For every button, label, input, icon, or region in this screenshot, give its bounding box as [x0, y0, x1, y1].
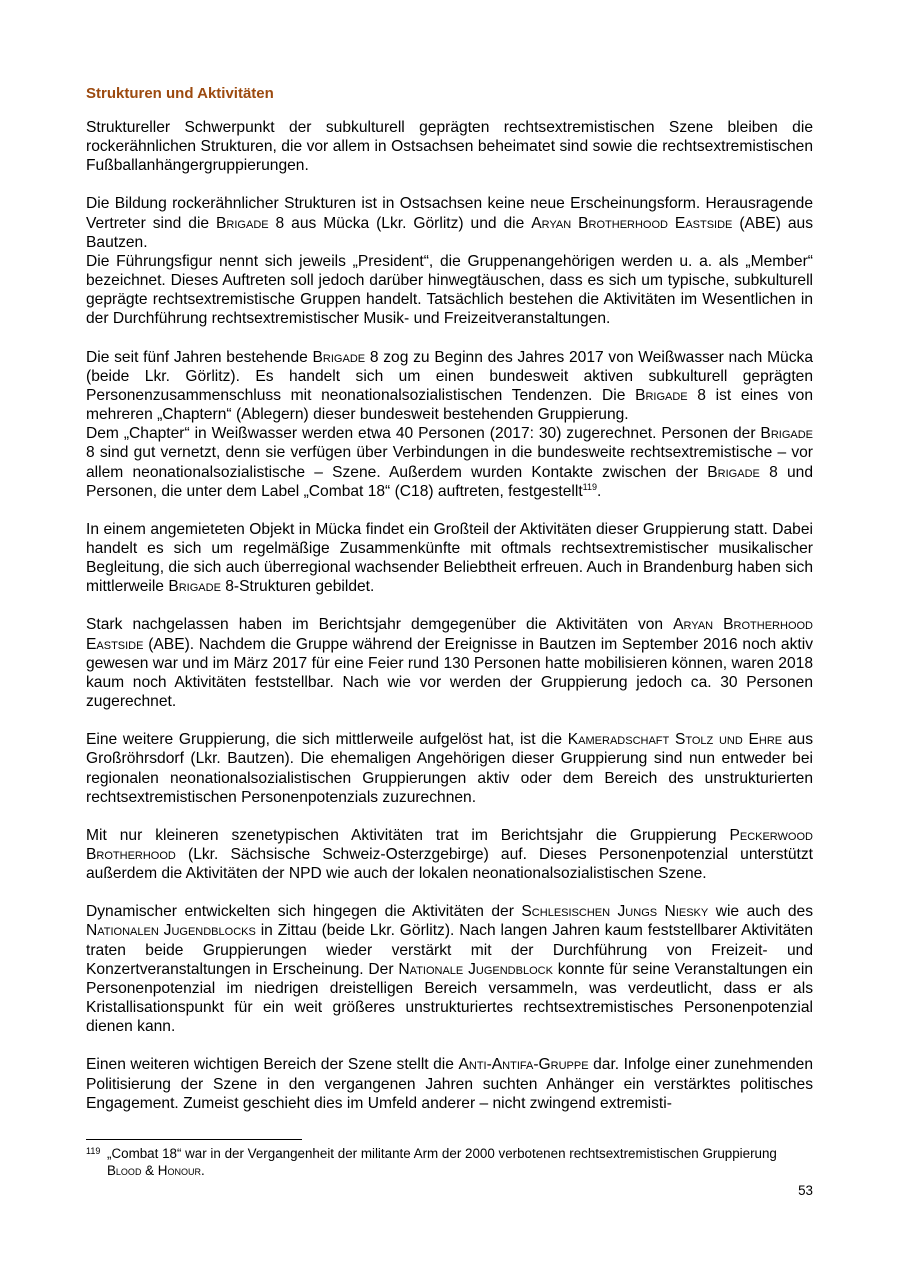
group-name-abe: Aryan Brotherhood Eastside [86, 616, 813, 653]
group-name-kameradschaft: Kameradschaft Stolz und Ehre [567, 731, 783, 749]
footnote-reference[interactable]: 119 [582, 481, 598, 492]
footnote-separator [86, 1139, 302, 1140]
paragraph-10: Dynamischer entwickelten sich hingegen die Aktivitäten der Schlesischen Jungs Niesky wie auch des Nationalen Jugendblocks in Zittau (beide Lkr. Görlitz). Nach langen Jahren kaum feststellbarer Aktivitäten traten beide Gruppierungen wieder verstärkt mit der Durchführung von Freizeit- und Konzertveranstaltungen in Erscheinung. Der Nationale Jugendblock konnte für seine Veranstaltungen ein Personenpotenzial im niedrigen dreistelligen Bereich versammeln, was verdeutlicht, dass er als Kristallisationspunkt für ein weit größeres unstrukturiertes rechtsextremistisches Personenpotenzial dienen kann. [86, 903, 813, 1036]
section-heading: Strukturen und Aktivitäten [86, 85, 274, 102]
paragraph-7: Stark nachgelassen haben im Berichtsjahr demgegenüber die Aktivitäten von Aryan Brotherhood Eastside (ABE). Nachdem die Gruppe während der Ereignisse in Bautzen im September 2016 noch aktiv gewesen war und im März 2017 für eine Feier rund 130 Personen hatte mobilisieren können, waren 2018 kaum noch Aktivitäten feststellbar. Nach wie vor werden der Gruppierung jedoch ca. 30 Personen zugerechnet. [86, 616, 813, 711]
footnote-mark: 119 [86, 1146, 101, 1156]
group-name-brigade-8: Brigade [760, 425, 813, 443]
paragraph-3: Die Führungsfigur nennt sich jeweils „President“, die Gruppenangehörigen werden u. a. als „Member“ bezeichnet. Dieses Auftreten soll jedoch darüber hinwegtäuschen, dass es sich um typische, subkulturell geprägte rechtsextremistische Gruppen handelt. Tatsächlich bestehen die Aktivitäten im Wesentlichen in der Durchführung rechtsextremistischer Musik- und Freizeitveranstaltungen. [86, 252, 813, 328]
group-name-peckerwood: Peckerwood Brotherhood [86, 826, 813, 863]
group-name-blood-honour: Blood & Honour [107, 1163, 201, 1178]
paragraph-2: Die Bildung rockerähnlicher Strukturen ist in Ostsachsen keine neue Erscheinungsform. Herausragende Vertreter sind die Brigade 8 aus Mücka (Lkr. Görlitz) und die Aryan Brotherhood Eastside (ABE) aus Bautzen. [86, 195, 813, 251]
group-name-brigade-8: Brigade [216, 214, 269, 232]
group-name-brigade-8: Brigade [312, 348, 366, 366]
paragraph-8: Eine weitere Gruppierung, die sich mittlerweile aufgelöst hat, ist die Kameradschaft Stolz und Ehre aus Großröhrsdorf (Lkr. Bautzen). Die ehemaligen Angehörigen dieser Gruppierung sind nun entweder bei regionalen neonationalsozialistischen Gruppierungen aktiv oder dem Bereich des unstrukturierten rechtsextremistischen Personenpotenzials zuzurechnen. [86, 731, 813, 806]
group-name-schlesische-jungs: Schlesischen Jungs Niesky [521, 903, 709, 921]
footnote-text: „Combat 18“ war in der Vergangenheit der militante Arm der 2000 verbotenen rechtsextremistischen Gruppierung Blood & Honour. [107, 1146, 777, 1178]
paragraph-11: Einen weiteren wichtigen Bereich der Szene stellt die Anti-Antifa-Gruppe dar. Infolge einer zunehmenden Politisierung der Szene in den vergangenen Jahren suchten Anhänger ein verstärktes politisches Engagement. Zumeist geschieht dies im Umfeld anderer – nicht zwingend extremisti- [86, 1056, 813, 1112]
paragraph-5: Dem „Chapter“ in Weißwasser werden etwa 40 Personen (2017: 30) zugerechnet. Personen der Brigade 8 sind gut vernetzt, denn sie verfügen über Verbindungen in die bundesweite rechtsextremistische – vor allem neonationalsozialistische – Szene. Außerdem wurden Kontakte zwischen der Brigade 8 und Personen, die unter dem Label „Combat 18“ (C18) auftreten, festgestellt$^{119}$. [86, 425, 813, 500]
paragraph-4: Die seit fünf Jahren bestehende Brigade 8 zog zu Beginn des Jahres 2017 von Weißwasser nach Mücka (beide Lkr. Görlitz). Es handelt sich um einen bundesweit aktiven subkulturell geprägten Personenzusammenschluss mit neonationalsozialistischen Tendenzen. Die Brigade 8 ist eines von mehreren „Chaptern“ (Ablegern) dieser bundesweit bestehenden Gruppierung. [86, 348, 814, 424]
group-name-nationaler-jugendblock: Nationalen Jugendblocks [86, 922, 256, 940]
paragraph-9: Mit nur kleineren szenetypischen Aktivitäten trat im Berichtsjahr die Gruppierung Peckerwood Brotherhood (Lkr. Sächsische Schweiz-Osterzgebirge) auf. Dieses Personenpotenzial unterstützt außerdem die Aktivitäten der NPD wie auch der lokalen neonationalsozialistischen Szene. [86, 826, 813, 883]
group-name-anti-antifa: Anti-Antifa-Gruppe [458, 1056, 589, 1074]
paragraph-1: Struktureller Schwerpunkt der subkulturell geprägten rechtsextremistischen Szene bleiben die rockerähnlichen Strukturen, die vor allem in Ostsachsen beheimatet sind sowie die rechtsextremistischen Fußballanhängergruppierungen. [86, 119, 813, 175]
footnote [86, 1145, 813, 1179]
group-name-abe: Aryan Brotherhood Eastside [531, 214, 733, 232]
paragraph-6: In einem angemieteten Objekt in Mücka findet ein Großteil der Aktivitäten dieser Gruppierung statt. Dabei handelt es sich um regelmäßige Zusammenkünfte mit oftmals rechtsextremistischer musikalischer Begleitung, die sich auch überregional wachsender Beliebtheit erfreuen. Auch in Brandenburg haben sich mittlerweile Brigade 8-Strukturen gebildet. [86, 520, 813, 596]
page-number: 53 [798, 1183, 813, 1198]
group-name-brigade-8: Brigade [635, 386, 688, 404]
page-body [86, 84, 813, 1113]
group-name-brigade-8: Brigade [707, 463, 760, 481]
group-name-brigade-8: Brigade [168, 578, 221, 596]
group-name-nationaler-jugendblock: Nationale Jugendblock [398, 960, 553, 978]
